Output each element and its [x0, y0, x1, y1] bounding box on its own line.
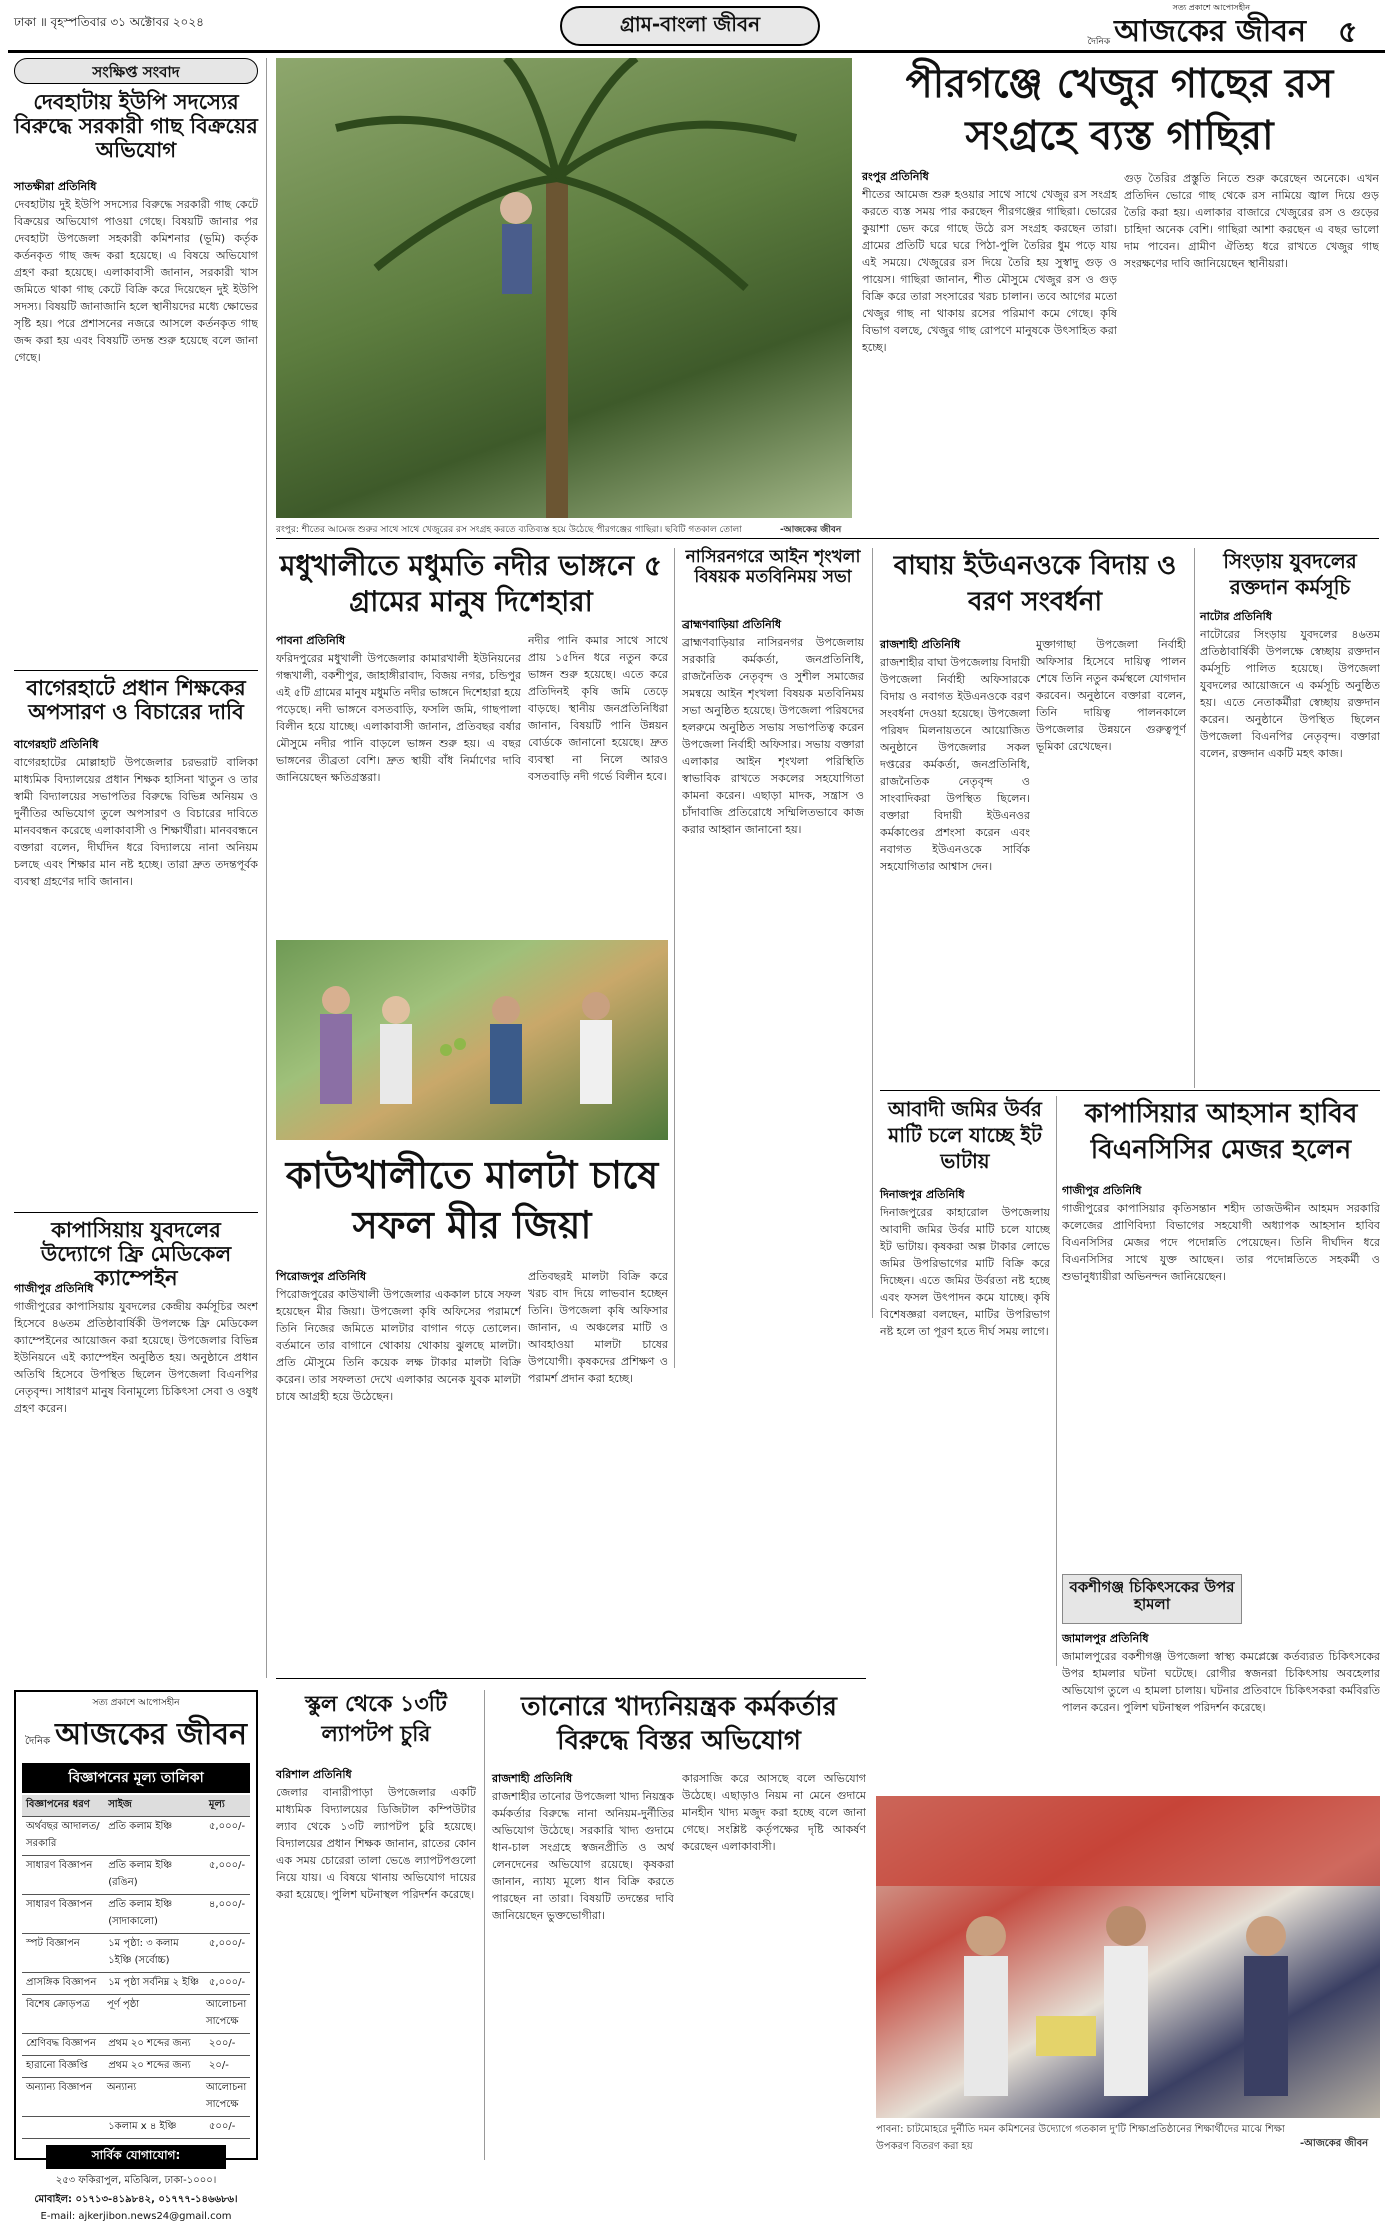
lead-photo [276, 58, 852, 518]
lead-photo-caption: রংপুর: শীতের আমেজ শুরুর সাথে সাথে খেজুরের রস সংগ্রহ করতে ব্যতিব্যস্ত হয়ে উঠেছে পীরগঞ্জের গাছিরা। ছবিটি গতকাল তোলা [276, 525, 742, 535]
page-number: ৫ [1338, 15, 1358, 50]
ad-row-size: প্রতি কলাম ইঞ্চি [108, 1821, 173, 1832]
ad-row [22, 1934, 250, 1973]
ad-row-size: প্রতি কলাম ইঞ্চি (সাদাকালো) [108, 1899, 173, 1927]
divider [276, 538, 1379, 539]
tanore-body-cont: কারসাজি করে আসছে বলে অভিযোগ উঠেছে। এছাড়াও নিয়ম না মেনে গুদামে মানহীন খাদ্য মজুদ করা হচ্ছে বলে জানা গেছে। সংশ্লিষ্ট কর্তৃপক্ষের দৃষ্টি আকর্ষণ করেছেন এলাকাবাসী। [682, 1772, 866, 1853]
ad-row [22, 2078, 250, 2117]
ad-row [22, 2034, 250, 2056]
ad-row [22, 1995, 250, 2034]
nasirnagar-byline: ব্রাহ্মণবাড়িয়া প্রতিনিধি [682, 618, 782, 631]
lead-headline: পীরগঞ্জে খেজুর গাছের রস সংগ্রহে ব্যস্ত গাছিরা [905, 61, 1334, 159]
ad-row [22, 2117, 250, 2139]
ad-row-price: ৫,০০০/- [208, 1860, 246, 1871]
ad-row-price: ৫,০০০/- [208, 1821, 246, 1832]
ad-row-type: বিশেষ ক্রোড়পত্র [26, 1999, 90, 2010]
story-debhata-body: দেবহাটায় দুই ইউপি সদস্যের বিরুদ্ধে সরকারী গাছ কেটে বিক্রয়ের অভিযোগ পাওয়া গেছে। বিষয়টি জানার পর দেবহাটা উপজেলা সহকারী কমিশনার (ভূমি) কর্তৃক কর্তনকৃত গাছ জব্দ করা হয়েছে। এ বিষয়ে অভিযোগ গ্রহণ করা হয়েছে। এলাকাবাসী জানান, সরকারী খাস জমিতে থাকা গাছ কেটে বিক্রি করে দিয়েছেন দুই ইউপি সদস্য। বিষয়টি জানাজানি হলে স্থানীয়দের মধ্যে ক্ষোভের সৃষ্টি হয়। পরে প্রশাসনের নজরে আসলে কর্তনকৃত গাছ জব্দ করা হয় এবং বিষয়টি তদন্ত শুরু হয়েছে বলে জানা গেছে। [14, 198, 258, 364]
masthead-small [1020, 2, 1320, 52]
abadi-headline: আবাদী জমির উর্বর মাটি চলে যাচ্ছে ইট ভাটায় [888, 1097, 1042, 1173]
story-bagerhat-byline: বাগেরহাট প্রতিনিধি [14, 738, 99, 751]
column-divider [266, 58, 267, 1678]
ad-phone: মোবাইল: ০১৭১৩-৪১৯৮৪২, ০১৭৭৭-১৪৬৬৮৬। [34, 2194, 238, 2205]
masthead-tagline: সত্য প্রকাশে আপোসহীন [1172, 3, 1250, 12]
ad-row [22, 2056, 250, 2078]
ad-row [22, 1856, 250, 1895]
kapasia-major-headline: কাপাসিয়ার আহসান হাবিব বিএনসিসির মেজর হলেন [1084, 1099, 1358, 1165]
lead-byline: রংপুর প্রতিনিধি [862, 170, 929, 183]
madhukhali-byline: পাবনা প্রতিনিধি [276, 634, 346, 647]
bakshiganj-headline-box [1062, 1574, 1242, 1624]
bagha-body-cont: মুক্তাগাছা উপজেলা নির্বাহী অফিসার হিসেবে দায়িত্ব পালন শেষে তিনি নতুন কর্মস্থলে যোগদান করবেন। অনুষ্ঠানে বক্তারা বলেন, তিনি দায়িত্ব পালনকালে উপজেলার উন্নয়নে গুরুত্বপূর্ণ ভূমিকা রেখেছেন। [1036, 638, 1186, 753]
masthead-daily: দৈনিক [1087, 37, 1111, 47]
ad-row-price: ৫০০/- [208, 2121, 236, 2132]
ad-row-price: আলোচনা সাপেক্ষে [206, 1999, 247, 2027]
briefs-banner [14, 58, 258, 84]
bagha-byline: রাজশাহী প্রতিনিধি [880, 638, 961, 651]
story-kapasia-camp-body: গাজীপুরের কাপাসিয়ায় যুবদলের কেন্দ্রীয় কর্মসূচির অংশ হিসেবে ৪৬তম প্রতিষ্ঠাবার্ষিকী উপলক্ষে ফ্রি মেডিকেল ক্যাম্পেইনের আয়োজন করা হয়েছে। উপজেলার বিভিন্ন ইউনিয়নে এই ক্যাম্পেইন অনুষ্ঠিত হয়। অনুষ্ঠানে প্রধান অতিথি হিসেবে উপস্থিত ছিলেন উপজেলা বিএনপির নেতৃবৃন্দ। সাধারণ মানুষ বিনামূল্যে চিকিৎসা সেবা ও ওষুধ গ্রহণ করেন। [14, 1300, 258, 1415]
briefs-title: সংক্ষিপ্ত সংবাদ [92, 63, 180, 81]
divider [880, 1090, 1380, 1091]
divider [276, 1678, 866, 1679]
malta-photo [276, 940, 668, 1140]
ad-row-type: প্রাসঙ্গিক বিজ্ঞাপন [26, 1977, 97, 1988]
ad-col-price: মূল্য [208, 1799, 225, 1810]
ad-row [22, 1895, 250, 1934]
school-body: জেলার বানারীপাড়া উপজেলার একটি মাধ্যমিক বিদ্যালয়ের ডিজিটাল কম্পিউটার ল্যাব থেকে ১৩টি ল্যাপটপ চুরি হয়েছে। বিদ্যালয়ের প্রধান শিক্ষক জানান, রাতের কোন এক সময় চোরেরা তালা ভেঙে ল্যাপটপগুলো নিয়ে যায়। এ বিষয়ে থানায় অভিযোগ দায়ের করা হয়েছে। পুলিশ ঘটনাস্থল পরিদর্শন করেছে। [276, 1786, 476, 1901]
dateline: ঢাকা ॥ বৃহস্পতিবার ৩১ অক্টোবর ২০২৪ [14, 15, 204, 29]
singair-body: নাটোরের সিংড়ায় যুবদলের ৪৬তম প্রতিষ্ঠাবার্ষিকী উপলক্ষে স্বেচ্ছায় রক্তদান কর্মসূচি পালিত হয়েছে। উপজেলা যুবদলের আয়োজনে এ কর্মসূচি অনুষ্ঠিত হয়। এতে নেতাকর্মীরা স্বেচ্ছায় রক্তদান করেন। অনুষ্ঠানে উপস্থিত ছিলেন উপজেলা বিএনপির নেতৃবৃন্দ। বক্তারা বলেন, রক্তদান একটি মহৎ কাজ। [1200, 628, 1380, 760]
ad-row-size: প্রথম ২০ শব্দের জন্য [108, 2038, 191, 2049]
ad-table-rows [22, 1817, 250, 2139]
kapasia-major-byline: গাজীপুর প্রতিনিধি [1062, 1184, 1142, 1197]
kapasia-major-body: গাজীপুরের কাপাসিয়ার কৃতিসন্তান শহীদ তাজউদ্দীন আহমদ সরকারি কলেজের প্রাণিবিদ্যা বিভাগের সহযোগী অধ্যাপক আহসান হাবিব বিএনসিসির মেজর পদে পদোন্নতি পেয়েছেন। তিনি দীর্ঘদিন ধরে বিএনসিসির সাথে যুক্ত আছেন। তার পদোন্নতিতে সহকর্মী ও শুভানুধ্যায়ীরা অভিনন্দন জানিয়েছেন। [1062, 1202, 1380, 1283]
divider [14, 1212, 258, 1213]
ad-row-type [22, 2117, 104, 2138]
ad-tagline: সত্য প্রকাশে আপোসহীন [92, 1698, 180, 1708]
masthead-name: আজকের জীবন [1114, 14, 1306, 49]
ad-email: E-mail: ajkerjibon.news24@gmail.com [40, 2211, 232, 2222]
ad-address: ২৫৩ ফকিরাপুল, মতিঝিল, ঢাকা-১০০০। [55, 2175, 217, 2186]
ad-row-price: ২০০/- [208, 2038, 236, 2049]
ad-col-size: সাইজ [108, 1799, 132, 1810]
ad-row-type: স্পট বিজ্ঞাপন [26, 1938, 80, 1949]
tanore-byline: রাজশাহী প্রতিনিধি [492, 1772, 573, 1785]
ad-row-size: প্রথম ২০ শব্দের জন্য [108, 2060, 191, 2071]
abadi-byline: দিনাজপুর প্রতিনিধি [880, 1188, 965, 1201]
tanore-body: রাজশাহীর তানোর উপজেলা খাদ্য নিয়ন্ত্রক কর্মকর্তার বিরুদ্ধে নানা অনিয়ম-দুর্নীতির অভিযোগ উঠেছে। সরকারি খাদ্য গুদামে ধান-চাল সংগ্রহে স্বজনপ্রীতি ও অর্থ লেনদেনের অভিযোগ রয়েছে। কৃষকরা জানান, ন্যায্য মূল্যে ধান বিক্রি করতে পারছেন না তারা। বিষয়টি তদন্তের দাবি জানিয়েছেন ভুক্তভোগীরা। [492, 1790, 674, 1922]
malta-body: পিরোজপুরের কাউখালী উপজেলার এককাল চাষে সফল হয়েছেন মীর জিয়া। উপজেলা কৃষি অফিসের পরামর্শে তিনি নিজের জমিতে মালটার বাগান গড়ে তোলেন। বর্তমানে তার বাগানে থোকায় থোকায় ঝুলছে মালটা। প্রতি মৌসুমে তিনি কয়েক লক্ষ টাকার মালটা বিক্রি করেন। তার সফলতা দেখে এলাকার অনেক যুবক মালটা চাষে আগ্রহী হয়ে উঠেছেন। [276, 1288, 521, 1403]
bakshiganj-headline: বকশীগঞ্জ চিকিৎসকের উপর হামলা [1069, 1578, 1235, 1614]
singair-byline: নাটোর প্রতিনিধি [1200, 610, 1272, 623]
ad-row [22, 1973, 250, 1995]
tanore-headline: তানোরে খাদ্যনিয়ন্ত্রক কর্মকর্তার বিরুদ্ধে বিস্তর অভিযোগ [521, 1692, 837, 1756]
ad-row-type: শ্রেণিবদ্ধ বিজ্ঞাপন [26, 2038, 96, 2049]
lead-body: শীতের আমেজ শুরু হওয়ার সাথে সাথে খেজুর রস সংগ্রহ করতে ব্যস্ত সময় পার করছেন পীরগঞ্জের গাছিরা। ভোরের কুয়াশা ভেদ করে গাছে উঠে রস সংগ্রহ করছেন তারা। গ্রামের প্রতিটি ঘরে ঘরে পিঠা-পুলি তৈরির ধুম পড়ে যায় এই সময়ে। খেজুরের রস দিয়ে তৈরি হয় সুস্বাদু গুড় ও পায়েস। গাছিরা জানান, শীত মৌসুমে খেজুর রস ও গুড় বিক্রি করে তারা সংসারের খরচ চালান। তবে আগের মতো খেজুর গাছ না থাকায় রসের পরিমাণ কমে গেছে। কৃষি বিভাগ বলছে, খেজুর গাছ রোপণে মানুষকে উৎসাহিত করা হচ্ছে। [862, 188, 1117, 354]
ad-row [22, 1817, 250, 1856]
madhukhali-body: ফরিদপুরের মধুখালী উপজেলার কামারখালী ইউনিয়নের গন্ধখালী, বকশীপুর, জাহাঙ্গীরাবাদ, বিজয় নগর, চন্ডিপুর এই ৫টি গ্রামের মানুষ মধুমতি নদীর ভাঙ্গনে দিশেহারা হয়ে পড়েছে। নদী ভাঙ্গনে বসতবাড়ি, ফসলি জমি, গাছপালা বিলীন হয়ে যাচ্ছে। এলাকাবাসী জানান, প্রতিবছর বর্ষার মৌসুমে নদীর পানি বাড়লে ভাঙ্গন শুরু হয়। এ বছর ভাঙ্গনের তীব্রতা বেশি। দ্রুত স্থায়ী বাঁধ নির্মাণের দাবি জানিয়েছেন ক্ষতিগ্রস্তরা। [276, 652, 521, 784]
ad-paper-name: আজকের জীবন [55, 1717, 248, 1752]
ad-row-price: ৫,০০০/- [208, 1938, 246, 1949]
story-debhata-headline: দেবহাটায় ইউপি সদস্যের বিরুদ্ধে সরকারী গাছ বিক্রয়ের অভিযোগ [14, 90, 258, 163]
ad-row-type: হারানো বিজ্ঞপ্তি [26, 2060, 88, 2071]
lead-photo-credit: -আজকের জীবন [780, 525, 842, 535]
nasirnagar-headline: নাসিরনগরে আইন শৃংখলা বিষয়ক মতবিনিময় সভা [685, 547, 861, 587]
malta-byline: পিরোজপুর প্রতিনিধি [276, 1270, 367, 1283]
ad-row-size: প্রতি কলাম ইঞ্চি (রঙিন) [108, 1860, 173, 1888]
ad-row-size: অন্যান্য [106, 2082, 137, 2093]
ad-row-price: আলোচনা সাপেক্ষে [206, 2082, 247, 2110]
ad-daily: দৈনিক [24, 1736, 51, 1747]
ad-col-type: বিজ্ঞাপনের ধরণ [26, 1799, 90, 1810]
bakshiganj-photo-caption: পাবনা: চাটমোহরে দুর্নীতি দমন কমিশনের উদ্যোগে গতকাল দু'টি শিক্ষাপ্রতিষ্ঠানের শিক্ষার্থীদের মাঝে শিক্ষা উপকরণ বিতরণ করা হয় [876, 2124, 1285, 2152]
bakshiganj-photo [876, 1796, 1380, 2118]
malta-body-cont: প্রতিবছরই মালটা বিক্রি করে খরচ বাদ দিয়ে লাভবান হচ্ছেন তিনি। উপজেলা কৃষি অফিসার জানান, এ অঞ্চলের মাটি ও আবহাওয়া মালটা চাষের উপযোগী। কৃষকদের প্রশিক্ষণ ও পরামর্শ প্রদান করা হচ্ছে। [528, 1270, 668, 1385]
event-illustration [876, 1796, 1380, 2118]
column-divider [1056, 1096, 1057, 1666]
ad-row-type: অন্যান্য বিজ্ঞাপন [26, 2082, 93, 2093]
ad-row-type: অর্থবছর আদালত/সরকারি [26, 1821, 100, 1849]
singair-headline: সিংড়ায় যুবদলের রক্তদান কর্মসূচি [1223, 549, 1357, 599]
abadi-body: দিনাজপুরের কাহারোল উপজেলায় আবাদী জমির উর্বর মাটি চলে যাচ্ছে ইট ভাটায়। কৃষকরা অল্প টাকার লোভে জমির উপরিভাগের মাটি বিক্রি করে দিচ্ছেন। এতে জমির উর্বরতা নষ্ট হচ্ছে এবং ফসল উৎপাদন কমে যাচ্ছে। কৃষি বিশেষজ্ঞরা বলছেন, মাটির উপরিভাগ নষ্ট হলে তা পূরণ হতে দীর্ঘ সময় লাগে। [880, 1206, 1050, 1338]
column-divider [674, 548, 675, 1368]
lead-body-cont: গুড় তৈরির প্রস্তুতি নিতে শুরু করেছেন অনেকে। এখন প্রতিদিন ভোরে গাছ থেকে রস নামিয়ে জ্বাল দিয়ে গুড় তৈরি করা হয়। এলাকার বাজারে খেজুরের রস ও গুড়ের চাহিদা অনেক বেশি। গাছিরা আশা করছেন এ বছর ভালো দাম পাবেন। গ্রামীণ ঐতিহ্য ধরে রাখতে খেজুর গাছ সংরক্ষণের দাবি জানিয়েছেন স্থানীয়রা। [1124, 172, 1379, 270]
palm-tree-illustration [276, 58, 852, 518]
ad-contact-title: সার্বিক যোগাযোগ: [46, 2145, 226, 2169]
column-divider [1194, 548, 1195, 1088]
column-divider [872, 548, 873, 1318]
bagha-headline: বাঘায় ইউএনওকে বিদায় ও বরণ সংবর্ধনা [893, 551, 1177, 617]
madhukhali-body-cont: নদীর পানি কমার সাথে সাথে প্রায় ১৫দিন ধরে নতুন করে ভাঙ্গন শুরু হয়েছে। এতে করে প্রতিদিনই কৃষি জমি তেড়ে বাড়ছে। স্থানীয় জনপ্রতিনিধিরা জানান, বিষয়টি পানি উন্নয়ন বোর্ডকে জানানো হয়েছে। দ্রুত ব্যবস্থা না নিলে আরও বসতবাড়ি নদী গর্ভে বিলীন হবে। [528, 634, 668, 783]
story-kapasia-camp-headline: কাপাসিয়ায় যুবদলের উদ্যোগে ফ্রি মেডিকেল ক্যাম্পেইন [40, 1218, 232, 1291]
story-bagerhat-headline: বাগেরহাটে প্রধান শিক্ষকের অপসারণ ও বিচারের দাবি [26, 676, 246, 725]
divider [14, 670, 258, 671]
rate-card-ad [14, 1690, 258, 2222]
bakshiganj-photo-credit: -আজকের জীবন [1300, 2138, 1369, 2149]
section-title: গ্রাম-বাংলা জীবন [619, 11, 761, 36]
ad-row-type: সাধারণ বিজ্ঞাপন [26, 1899, 93, 1910]
section-banner [560, 6, 820, 46]
school-byline: বরিশাল প্রতিনিধি [276, 1768, 352, 1781]
nasirnagar-body: ব্রাহ্মণবাড়িয়ার নাসিরনগর উপজেলায় সরকারি কর্মকর্তা, জনপ্রতিনিধি, রাজনৈতিক নেতৃবৃন্দ ও সুশীল সমাজের সমন্বয়ে আইন শৃংখলা বিষয়ক মতবিনিময় সভা অনুষ্ঠিত হয়েছে। উপজেলা পরিষদের হলরুমে অনুষ্ঠিত সভায় সভাপতিত্ব করেন উপজেলা নির্বাহী অফিসার। সভায় বক্তারা এলাকার আইন শৃংখলা পরিস্থিতি স্বাভাবিক রাখতে সকলের সহযোগিতা কামনা করেন। এছাড়া মাদক, সন্ত্রাস ও চাঁদাবাজি প্রতিরোধে সম্মিলিতভাবে কাজ করার আহ্বান জানানো হয়। [682, 636, 864, 836]
ad-subtitle: বিজ্ঞাপনের মূল্য তালিকা [22, 1763, 250, 1793]
garden-people-illustration [276, 940, 668, 1140]
ad-row-size: ১কলাম x ৪ ইঞ্চি [108, 2121, 177, 2132]
malta-headline: কাউখালীতে মালটা চাষে সফল মীর জিয়া [285, 1153, 659, 1247]
header-rule [8, 50, 1385, 53]
ad-table-header [22, 1795, 250, 1817]
ad-row-price: ৪,০০০/- [208, 1899, 246, 1910]
ad-row-price: ৫,০০০/- [208, 1977, 246, 1988]
ad-row-size: পূর্ণ পৃষ্ঠা [106, 1999, 140, 2010]
column-divider [484, 1690, 485, 2160]
school-headline: স্কুল থেকে ১৩টি ল্যাপটপ চুরি [305, 1692, 447, 1747]
story-bagerhat-body: বাগেরহাটের মোল্লাহাট উপজেলার চরভরাট বালিকা মাধ্যমিক বিদ্যালয়ের প্রধান শিক্ষক হাসিনা খাতুন ও তার স্বামী বিদ্যালয়ের সভাপতির বিরুদ্ধে বিভিন্ন অনিয়ম ও দুর্নীতির অভিযোগ তুলে অপসারণ ও বিচারের দাবিতে মানববন্ধন করেছে এলাকাবাসী ও শিক্ষার্থীরা। মানববন্ধনে বক্তারা বলেন, দীর্ঘদিন ধরে বিদ্যালয়ে নানা অনিয়ম চলছে এবং শিক্ষার মান নষ্ট হচ্ছে। তারা দ্রুত তদন্তপূর্বক ব্যবস্থা গ্রহণের দাবি জানান। [14, 756, 258, 888]
ad-row-size: ১ম পৃষ্ঠা সর্বনিম্ন ২ ইঞ্চি [108, 1977, 199, 1988]
story-kapasia-camp-byline: গাজীপুর প্রতিনিধি [14, 1282, 94, 1295]
story-debhata-byline: সাতক্ষীরা প্রতিনিধি [14, 180, 97, 193]
ad-row-price: ২০/- [208, 2060, 229, 2071]
madhukhali-headline: মধুখালীতে মধুমতি নদীর ভাঙ্গনে ৫ গ্রামের মানুষ দিশেহারা [279, 549, 663, 618]
bakshiganj-body: জামালপুরের বকশীগঞ্জ উপজেলা স্বাস্থ্য কমপ্লেক্সে কর্তব্যরত চিকিৎসকের উপর হামলার ঘটনা ঘটেছে। রোগীর স্বজনরা চিকিৎসায় অবহেলার অভিযোগ তুলে এ হামলা চালায়। ঘটনার প্রতিবাদে চিকিৎসকরা কর্মবিরতি পালন করেন। পুলিশ ঘটনাস্থল পরিদর্শন করেছে। [1062, 1650, 1380, 1714]
bakshiganj-byline: জামালপুর প্রতিনিধি [1062, 1632, 1149, 1645]
ad-row-size: ১ম পৃষ্ঠা: ৩ কলাম ১ইঞ্চি (সর্বোচ্চ) [108, 1938, 179, 1966]
bagha-body: রাজশাহীর বাঘা উপজেলায় বিদায়ী উপজেলা নির্বাহী অফিসারকে বিদায় ও নবাগত ইউএনওকে বরণ সংবর্ধনা দেওয়া হয়েছে। উপজেলা পরিষদ মিলনায়তনে আয়োজিত অনুষ্ঠানে উপজেলার সকল দপ্তরের কর্মকর্তা, জনপ্রতিনিধি, রাজনৈতিক নেতৃবৃন্দ ও সাংবাদিকরা উপস্থিত ছিলেন। বক্তারা বিদায়ী ইউএনওর কর্মকাণ্ডের প্রশংসা করেন এবং নবাগত ইউএনওকে সার্বিক সহযোগিতার আশ্বাস দেন। [880, 656, 1030, 873]
ad-row-type: সাধারণ বিজ্ঞাপন [26, 1860, 93, 1871]
